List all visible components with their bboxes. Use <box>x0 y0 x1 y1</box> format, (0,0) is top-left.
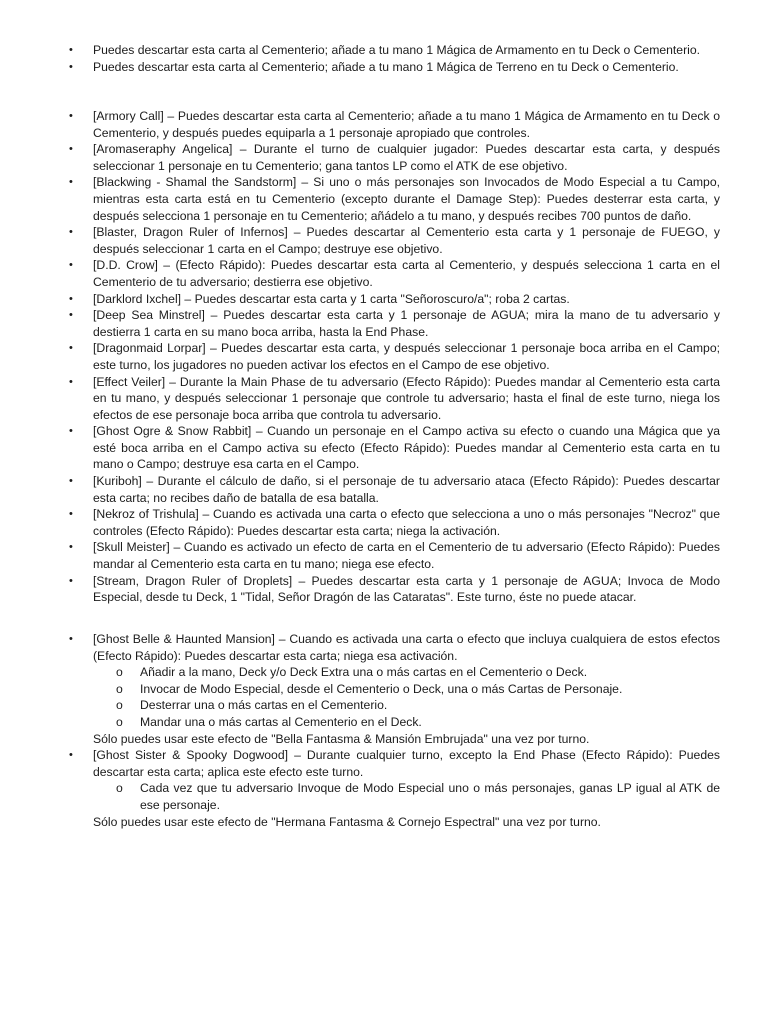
sub-list-item <box>0 681 768 698</box>
sub-list-item-text: Mandar una o más cartas al Cementerio en el Deck. <box>140 714 422 729</box>
list-item <box>0 174 768 224</box>
list-item-text: [Stream, Dragon Ruler of Droplets] – Puedes descartar esta carta y 1 personaje de AGUA; Invoca de Modo Especial, desde tu Deck, 1 "Tidal, Señor Dragón de las Cataratas". Este turno, éste no puede atacar. <box>93 573 720 605</box>
bullet-icon: • <box>69 541 73 554</box>
circle-bullet-icon: o <box>116 681 123 696</box>
bullet-icon: • <box>69 342 73 355</box>
list-item-text: [Darklord Ixchel] – Puedes descartar esta carta y 1 carta "Señoroscuro/a"; roba 2 cartas. <box>93 291 570 306</box>
bullet-icon: • <box>69 226 73 239</box>
list-item <box>0 257 768 290</box>
list-item-text: Puedes descartar esta carta al Cementerio; añade a tu mano 1 Mágica de Terreno en tu Deck o Cementerio. <box>93 59 679 74</box>
list-item-text: [Ghost Ogre & Snow Rabbit] – Cuando un personaje en el Campo activa su efecto o cuando una Mágica que ya esté boca arriba en el Campo activa su efecto (Efecto Rápido): Puedes mandar al Cementerio esta carta en tu mano o Campo; destruye esa carta en el Campo. <box>93 424 720 472</box>
circle-bullet-icon: o <box>116 781 123 796</box>
usage-note: Sólo puedes usar este efecto de "Hermana Fantasma & Cornejo Espectral" una vez por turno. <box>93 814 601 829</box>
list-item <box>0 747 768 780</box>
usage-note: Sólo puedes usar este efecto de "Bella Fantasma & Mansión Embrujada" una vez por turno. <box>93 731 590 746</box>
list-item <box>0 374 768 424</box>
list-item <box>0 473 768 506</box>
list-item <box>0 631 768 664</box>
sub-list-item-text: Añadir a la mano, Deck y/o Deck Extra una o más cartas en el Cementerio o Deck. <box>140 665 588 680</box>
bullet-icon: • <box>69 425 73 438</box>
list-item-text: [Dragonmaid Lorpar] – Puedes descartar esta carta, y después seleccionar 1 personaje boca arriba en el Campo; este turno, los jugadores no pueden activar los efectos en el Campo de ese objetivo. <box>93 341 720 372</box>
sub-list-item-text: Invocar de Modo Especial, desde el Cementerio o Deck, una o más Cartas de Personaje. <box>140 681 623 696</box>
list-item <box>0 291 768 308</box>
list-item <box>0 423 768 473</box>
list-item <box>0 59 768 76</box>
list-item-text: [Armory Call] – Puedes descartar esta carta al Cementerio; añade a tu mano 1 Mágica de Armamento en tu Deck o Cementerio, y después puedes equiparla a 1 personaje apropiado que controles. <box>93 109 720 140</box>
list-item-text: [Aromaseraphy Angelica] – Durante el turno de cualquier jugador: Puedes descartar esta carta, y después seleccionar 1 personaje en tu Cementerio; gana tantos LP como el ATK de ese objetivo. <box>93 142 720 173</box>
bullet-icon: • <box>69 292 73 305</box>
bullet-icon: • <box>69 143 73 156</box>
list-item-text: [Effect Veiler] – Durante la Main Phase de tu adversario (Efecto Rápido): Puedes mandar al Cementerio esta carta en tu mano, y después seleccionar 1 personaje que controle tu adversario; hasta el final de este turno, niega los efectos de ese personaje boca arriba que controla tu adversario. <box>93 374 720 422</box>
circle-bullet-icon: o <box>116 665 123 680</box>
bullet-icon: • <box>69 259 73 272</box>
sub-list-item <box>0 714 768 731</box>
sub-list-item <box>0 780 768 813</box>
list-item <box>0 224 768 257</box>
list-item-text: Puedes descartar esta carta al Cementerio; añade a tu mano 1 Mágica de Armamento en tu Deck o Cementerio. <box>93 43 700 57</box>
list-item <box>0 573 768 606</box>
list-item <box>0 141 768 174</box>
sub-list-item <box>0 664 768 681</box>
bullet-icon: • <box>69 110 73 122</box>
bullet-icon: • <box>69 749 73 762</box>
list-item <box>0 506 768 539</box>
bullet-icon: • <box>69 44 73 56</box>
list-item-text: [Skull Meister] – Cuando es activado un efecto de carta en el Cementerio de tu adversario (Efecto Rápido): Puedes mandar al Cementerio esta carta en tu mano; niega ese efecto. <box>93 540 720 572</box>
bullet-icon: • <box>69 633 73 645</box>
list-item <box>0 108 768 141</box>
ghost-cards-section <box>0 631 768 830</box>
bullet-icon: • <box>69 309 73 322</box>
list-item-text: [Kuriboh] – Durante el cálculo de daño, si el personaje de tu adversario ataca (Efecto Rápido): Puedes descartar esta carta; no recibes daño de batalla de esa batalla. <box>93 474 720 505</box>
list-item <box>0 340 768 373</box>
card-effects-list <box>0 108 768 606</box>
list-item-text: [Blackwing - Shamal the Sandstorm] – Si uno o más personajes son Invocados de Modo Especial a tu Campo, mientras esta carta está en tu Cementerio (excepto durante el Damage Step): Puedes desterrar esta carta, y después selecciona 1 personaje en tu Cementerio; añádelo a tu mano, y después recibes 700 puntos de daño. <box>93 175 720 223</box>
bullet-icon: • <box>69 375 73 388</box>
sub-list-item-text: Desterrar una o más cartas en el Cementerio. <box>140 698 388 713</box>
list-item-text: [D.D. Crow] – (Efecto Rápido): Puedes descartar esta carta al Cementerio, y después selecciona 1 carta en el Cementerio de tu adversario; destierra ese objetivo. <box>93 258 720 289</box>
bullet-icon: • <box>69 176 73 189</box>
sub-list-item <box>0 697 768 714</box>
circle-bullet-icon: o <box>116 714 123 729</box>
list-item-text: [Deep Sea Minstrel] – Puedes descartar esta carta y 1 personaje de AGUA; mira la mano de tu adversario y destierra 1 carta en su mano boca arriba, hasta la End Phase. <box>93 308 720 339</box>
bullet-icon: • <box>69 60 73 73</box>
generic-effects-list <box>0 42 768 75</box>
bullet-icon: • <box>69 475 73 488</box>
bullet-icon: • <box>69 574 73 587</box>
list-item-text: [Nekroz of Trishula] – Cuando es activada una carta o efecto que selecciona a uno o más personajes "Necroz" que controles (Efecto Rápido): Puedes descartar esta carta; niega la activación. <box>93 507 720 538</box>
list-item <box>0 539 768 572</box>
list-item-text: [Blaster, Dragon Ruler of Infernos] – Puedes descartar al Cementerio esta carta y 1 personaje de FUEGO, y después seleccionar 1 carta en el Campo; destruye ese objetivo. <box>93 225 720 256</box>
list-item <box>0 42 768 59</box>
sub-list-item-text: Cada vez que tu adversario Invoque de Modo Especial uno o más personajes, ganas LP igual al ATK de ese personaje. <box>140 781 720 812</box>
bullet-icon: • <box>69 508 73 521</box>
list-item <box>0 307 768 340</box>
list-item-text: [Ghost Belle & Haunted Mansion] – Cuando es activada una carta o efecto que incluya cualquiera de estos efectos (Efecto Rápido): Puedes descartar esta carta; niega esa activación. <box>93 632 720 663</box>
list-item-text: [Ghost Sister & Spooky Dogwood] – Durante cualquier turno, excepto la End Phase (Efecto Rápido): Puedes descartar esta carta; aplica este efecto este turno. <box>93 748 720 779</box>
circle-bullet-icon: o <box>116 698 123 713</box>
